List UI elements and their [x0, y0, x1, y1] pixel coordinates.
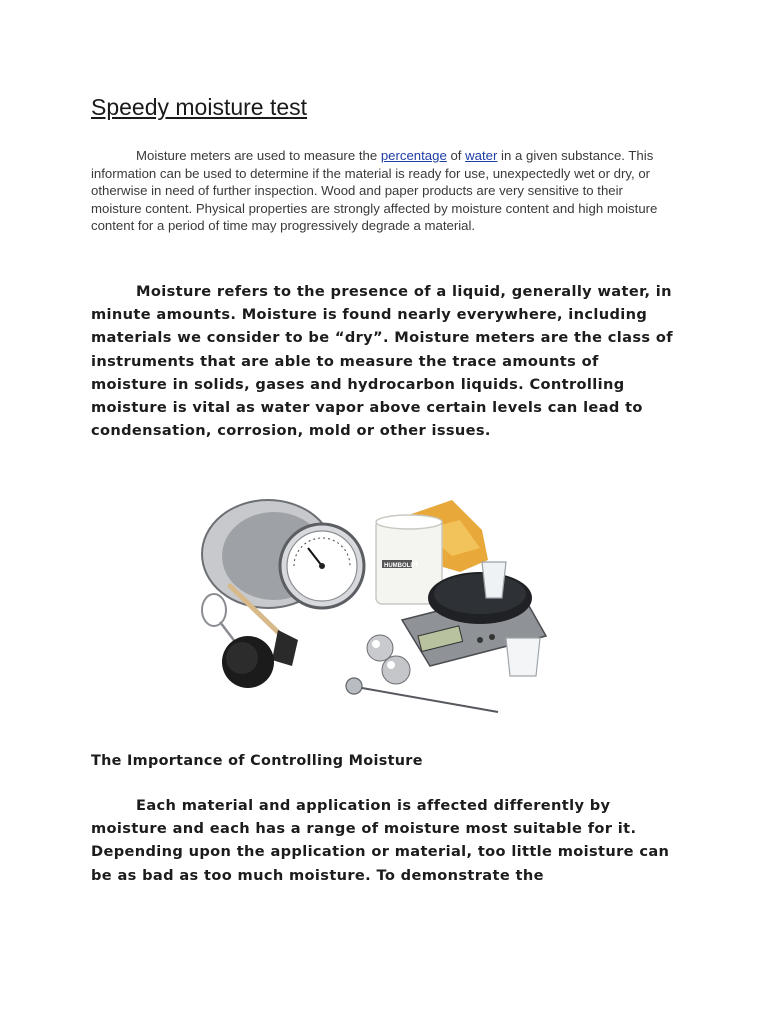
- container-label: HUMBOLDT: [384, 563, 419, 569]
- water-link[interactable]: water: [465, 148, 498, 163]
- percentage-link[interactable]: percentage: [380, 148, 447, 163]
- importance-paragraph: Each material and application is affected differently by moisture and each has a range of moisture most suitable for it. Depending upon the application or material, too little moisture can be as bad as too much moisture. To demonstrate the: [91, 797, 670, 884]
- page-title: Speedy moisture test: [91, 94, 308, 120]
- intro-paragraph: [91, 147, 663, 235]
- intro-text-rest: in a given substance. This information can be used to determine if the material is ready for use, unexpectedly wet or dry, or otherwise in need of further inspection. Wood and paper products are very sensitive to their moisture content. Physical properties are strongly affected by moisture content and high moisture content for a period of time may progressively degrade a material.: [91, 148, 658, 234]
- intro-text-of: of: [446, 148, 466, 163]
- moisture-definition-paragraph: Moisture refers to the presence of a liquid, generally water, in minute amounts. Moisture is found nearly everywhere, including materials we consider to be “dry”. Moisture meters are the class of instruments that are able to measure the trace amounts of moisture in solids, gases and hydrocarbon liquids. Controlling moisture is vital as water vapor above certain levels can lead to condensation, corrosion, mold or other issues.: [91, 283, 673, 440]
- steel-balls-icon: [367, 635, 410, 684]
- moisture-test-kit-photo: [190, 490, 560, 720]
- probe-icon: [346, 678, 498, 712]
- pressure-gauge-icon: [202, 500, 364, 608]
- intro-text-start: Moisture meters are used to measure the: [136, 148, 381, 163]
- section-heading: The Importance of Controlling Moisture: [91, 753, 423, 769]
